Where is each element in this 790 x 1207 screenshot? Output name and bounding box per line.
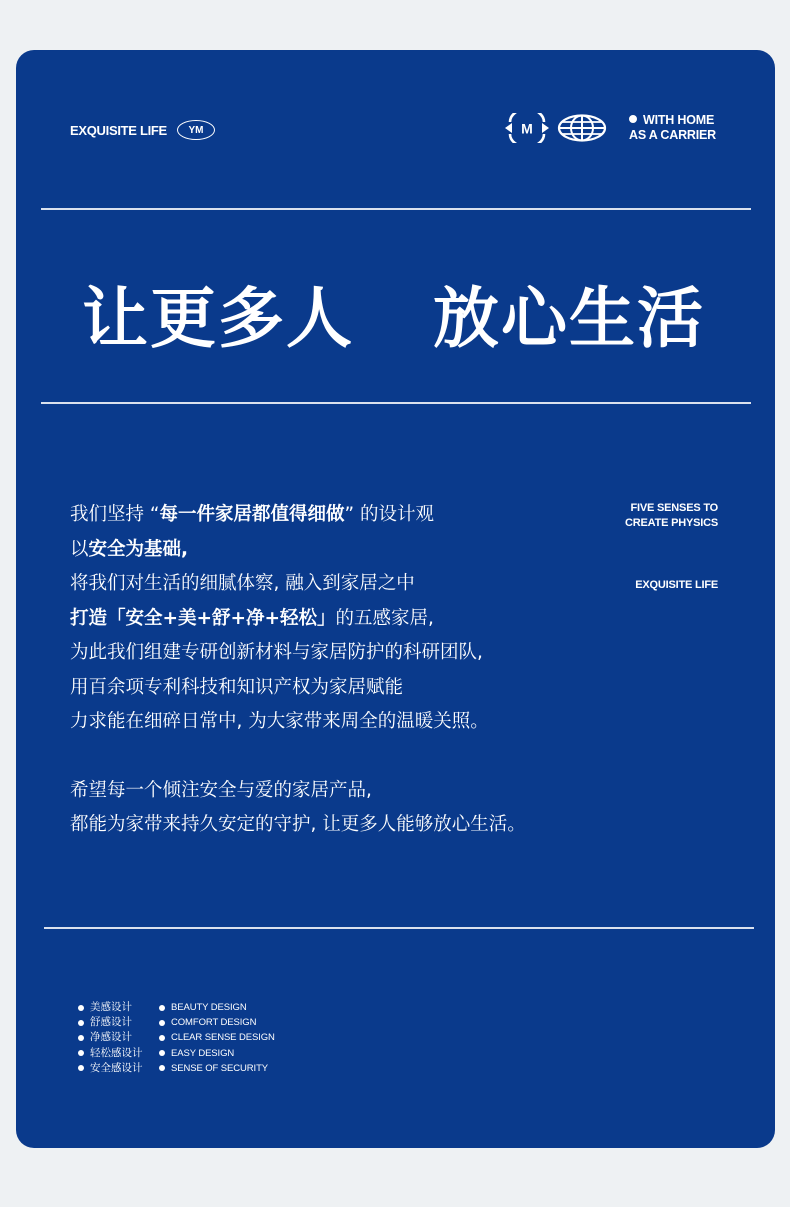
list-item: SENSE OF SECURITY [159, 1061, 275, 1076]
bullet-icon [78, 1065, 84, 1071]
tagline: WITH HOME AS A CARRIER [629, 113, 716, 142]
statement-line: 打造「安全+美+舒+净+轻松」的五感家居, [70, 607, 434, 629]
divider-top [41, 208, 751, 210]
list-item: 舒感设计 [78, 1015, 143, 1030]
statement-line: 为此我们组建专研创新材料与家居防护的科研团队, [70, 642, 483, 663]
headline-part-1: 让更多人 [82, 280, 354, 357]
globe-icon [557, 114, 607, 142]
brand-logo [70, 120, 215, 140]
side-note-five-senses: FIVE SENSES TO CREATE PHYSICS [625, 502, 718, 529]
statement-line: 我们坚持 “每一件家居都值得细做” 的设计观 [70, 504, 434, 525]
statement-line: 用百余项专利科技和知识产权为家居赋能 [70, 676, 404, 698]
list-item: 净感设计 [78, 1030, 143, 1045]
bullet-icon [159, 1005, 165, 1011]
ym-badge: YM [177, 120, 215, 140]
statement-line: 都能为家带来持久安定的守护, 让更多人能够放心生活。 [70, 814, 526, 835]
divider-bottom [44, 927, 754, 929]
statement-line: 以安全为基础, [70, 538, 189, 560]
list-item: EASY DESIGN [159, 1046, 275, 1061]
m-logo-letter: M [521, 120, 533, 137]
bullet-icon [78, 1035, 84, 1041]
brand-statement [70, 498, 526, 843]
dot-icon [629, 115, 637, 123]
statement-line: 希望每一个倾注安全与爱的家居产品, [70, 779, 372, 801]
side-note-exquisite-life: EXQUISITE LIFE [635, 579, 718, 591]
list-item: COMFORT DESIGN [159, 1015, 275, 1030]
feature-list-cn [78, 1000, 143, 1076]
headline-part-2: 放心生活 [433, 280, 705, 357]
list-item: BEAUTY DESIGN [159, 1000, 275, 1015]
bullet-icon [78, 1050, 84, 1056]
m-logo-icon [504, 113, 550, 143]
bullet-icon [159, 1035, 165, 1041]
list-item: CLEAR SENSE DESIGN [159, 1030, 275, 1045]
feature-list-en [159, 1000, 275, 1076]
bullet-icon [159, 1020, 165, 1026]
list-item: 安全感设计 [78, 1061, 143, 1076]
divider-middle [41, 402, 751, 404]
bullet-icon [78, 1005, 84, 1011]
bullet-icon [78, 1020, 84, 1026]
brand-card [16, 50, 775, 1148]
statement-line: 将我们对生活的细腻体察, 融入到家居之中 [70, 573, 415, 594]
bullet-icon [159, 1050, 165, 1056]
bullet-icon [159, 1065, 165, 1071]
statement-line: 力求能在细碎日常中, 为大家带来周全的温暖关照。 [70, 711, 489, 732]
list-item: 轻松感设计 [78, 1046, 143, 1061]
brand-name: EXQUISITE LIFE [70, 122, 167, 138]
list-item: 美感设计 [78, 1000, 143, 1015]
